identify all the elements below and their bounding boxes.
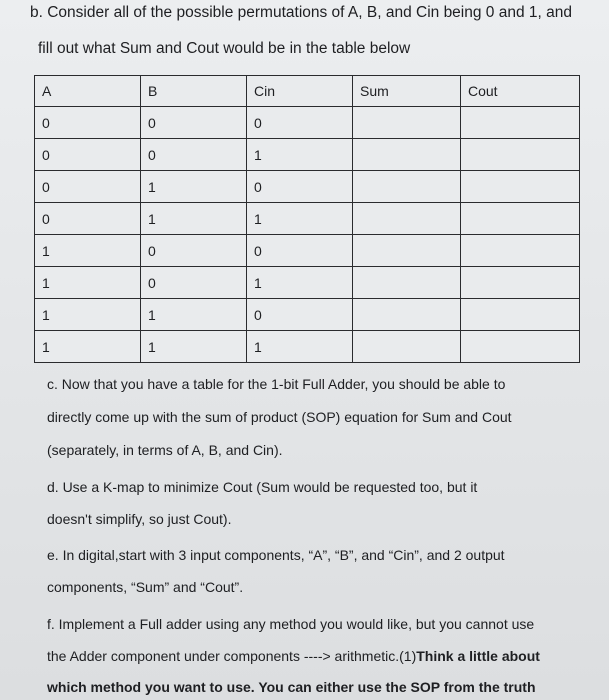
cell-cin: 0 [247,299,353,331]
cell-a: 1 [35,235,141,267]
cell-sum[interactable] [353,139,461,171]
cell-cout[interactable] [461,171,580,203]
cell-b: 1 [141,203,247,235]
header-a: A [35,76,141,107]
cell-a: 0 [35,107,141,139]
cell-cout[interactable] [461,299,580,331]
cell-sum[interactable] [353,331,461,363]
question-b-line-2: fill out what Sum and Cout would be in the table below [38,40,411,57]
question-d-line-1: d. Use a K-map to minimize Cout (Sum would be requested too, but it [47,479,478,495]
header-cin: Cin [247,76,353,107]
cell-b: 1 [141,331,247,363]
question-f-line-2 [47,647,540,665]
question-f-line-3 [47,678,536,696]
cell-cin: 0 [247,235,353,267]
cell-cout[interactable] [461,235,580,267]
cell-a: 1 [35,299,141,331]
cell-cin: 1 [247,267,353,299]
question-f-line-3-bold: which method you want to use. You can either use the SOP from the truth [47,679,536,695]
cell-a: 1 [35,331,141,363]
question-f-line-2-bold: Think a little about [416,648,540,664]
table-row [35,203,580,235]
cell-cout[interactable] [461,331,580,363]
cell-sum[interactable] [353,235,461,267]
question-e-line-2: components, “Sum” and “Cout”. [47,579,244,595]
cell-b: 0 [141,139,247,171]
cell-a: 0 [35,139,141,171]
cell-sum[interactable] [353,203,461,235]
cell-a: 0 [35,203,141,235]
cell-b: 0 [141,267,247,299]
cell-cout[interactable] [461,203,580,235]
cell-cout[interactable] [461,139,580,171]
question-d-line-2: doesn't simplify, so just Cout). [47,511,232,527]
header-sum: Sum [353,76,461,107]
table-row [35,171,580,203]
truth-table-header-row [35,76,580,107]
cell-cin: 1 [247,331,353,363]
table-row [35,331,580,363]
table-row [35,107,580,139]
cell-b: 0 [141,107,247,139]
question-c-line-3: (separately, in terms of A, B, and Cin). [47,442,283,458]
table-row [35,267,580,299]
question-b-line-1: b. Consider all of the possible permutations of A, B, and Cin being 0 and 1, and [30,4,572,21]
cell-cin: 0 [247,171,353,203]
cell-b: 1 [141,171,247,203]
question-f-line-1: f. Implement a Full adder using any method you would like, but you cannot use [47,616,535,632]
cell-cout[interactable] [461,267,580,299]
cell-cin: 1 [247,139,353,171]
cell-b: 1 [141,299,247,331]
cell-b: 0 [141,235,247,267]
table-row [35,139,580,171]
cell-cin: 0 [247,107,353,139]
header-cout: Cout [461,76,580,107]
cell-sum[interactable] [353,299,461,331]
question-f-line-2-plain: the Adder component under components ----> arithmetic.(1) [47,648,417,664]
question-e-line-1: e. In digital,start with 3 input components, “A”, “B”, and “Cin”, and 2 output [47,547,505,563]
question-c-line-2: directly come up with the sum of product (SOP) equation for Sum and Cout [47,409,512,425]
cell-sum[interactable] [353,171,461,203]
table-row [35,235,580,267]
table-row [35,299,580,331]
cell-a: 0 [35,171,141,203]
header-b: B [141,76,247,107]
cell-cout[interactable] [461,107,580,139]
cell-a: 1 [35,267,141,299]
truth-table [34,75,580,363]
question-c-line-1: c. Now that you have a table for the 1-bit Full Adder, you should be able to [47,376,506,392]
cell-cin: 1 [247,203,353,235]
cell-sum[interactable] [353,107,461,139]
cell-sum[interactable] [353,267,461,299]
